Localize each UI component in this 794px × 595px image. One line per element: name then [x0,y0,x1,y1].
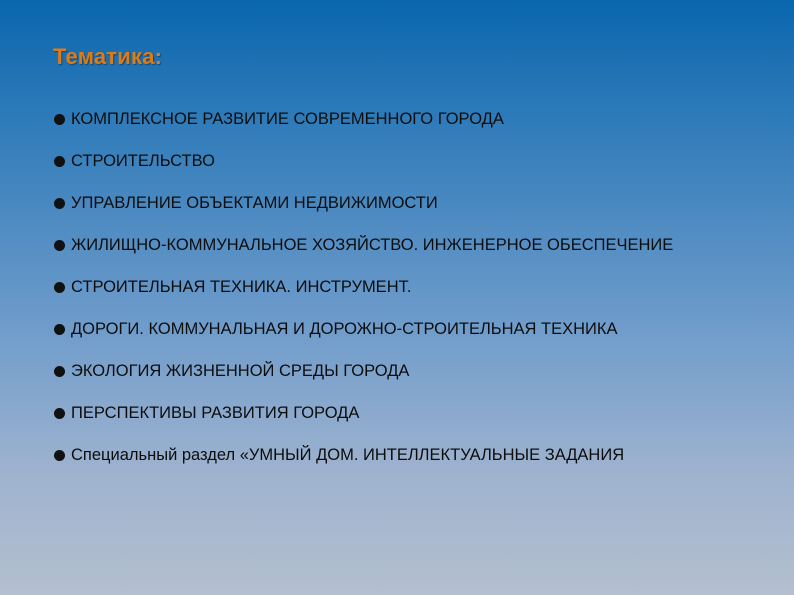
list-item-text: Специальный раздел «УМНЫЙ ДОМ. ИНТЕЛЛЕКТУАЛЬНЫЕ ЗАДАНИЯ [71,446,625,464]
bullet-icon [54,408,65,419]
bullet-icon [54,156,65,167]
list-item [54,150,714,172]
list-item [54,444,714,466]
topic-list [54,108,714,466]
list-item-text: ДОРОГИ. КОММУНАЛЬНАЯ И ДОРОЖНО-СТРОИТЕЛЬНАЯ ТЕХНИКА [71,320,618,338]
bullet-icon [54,324,65,335]
bullet-icon [54,240,65,251]
bullet-icon [54,282,65,293]
list-item-text: ЖИЛИЩНО-КОММУНАЛЬНОЕ ХОЗЯЙСТВО. ИНЖЕНЕРНОЕ ОБЕСПЕЧЕНИЕ [71,236,674,254]
list-item [54,318,714,340]
list-item [54,108,714,130]
list-item [54,360,714,382]
list-item-text: ПЕРСПЕКТИВЫ РАЗВИТИЯ ГОРОДА [71,404,360,422]
slide-title: Тематика: [53,44,163,69]
list-item-text: СТРОИТЕЛЬНАЯ ТЕХНИКА. ИНСТРУМЕНТ. [71,278,412,296]
list-item-text: УПРАВЛЕНИЕ ОБЪЕКТАМИ НЕДВИЖИМОСТИ [71,194,438,212]
bullet-icon [54,450,65,461]
bullet-icon [54,366,65,377]
list-item-text: ЭКОЛОГИЯ ЖИЗНЕННОЙ СРЕДЫ ГОРОДА [71,362,410,380]
list-item-text: СТРОИТЕЛЬСТВО [71,152,215,170]
bullet-icon [54,198,65,209]
list-item [54,276,714,298]
list-item [54,234,714,256]
list-item [54,192,714,214]
bullet-icon [54,114,65,125]
list-item [54,402,714,424]
list-item-text: КОМПЛЕКСНОЕ РАЗВИТИЕ СОВРЕМЕННОГО ГОРОДА [71,110,504,128]
